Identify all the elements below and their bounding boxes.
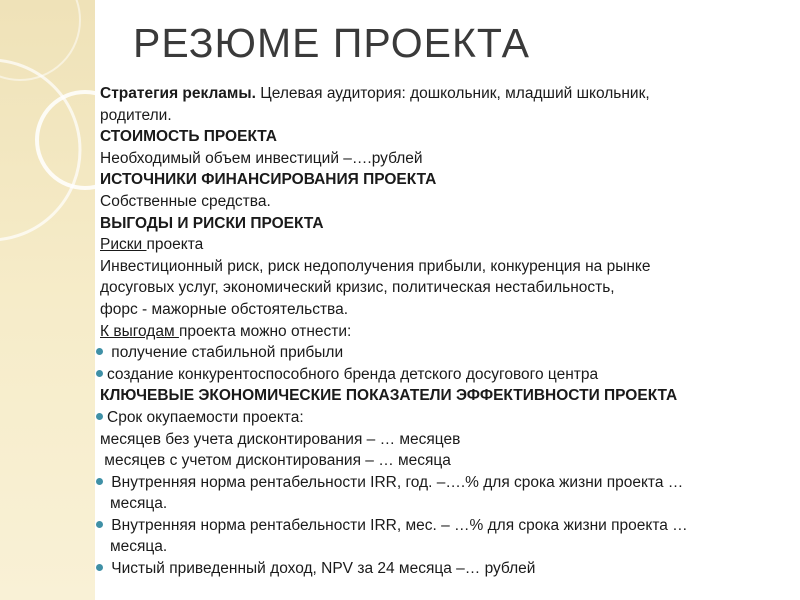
risks-rest: проекта: [146, 236, 204, 254]
cost-heading: СТОИМОСТЬ ПРОЕКТА: [100, 128, 277, 146]
risks-line-3: форс - мажорные обстоятельства.: [100, 300, 349, 318]
risks-line: [100, 234, 790, 256]
list-item: [96, 515, 790, 537]
list-item-text: Внутренняя норма рентабельности IRR, мес. – …% для срока жизни проекта …: [107, 516, 688, 534]
bullet-icon: [96, 413, 103, 420]
list-item-text: Чистый приведенный доход, NPV за 24 месяца –… рублей: [107, 560, 536, 578]
bullet-icon: [96, 478, 103, 485]
cost-text: Необходимый объем инвестиций –….рублей: [100, 149, 423, 167]
list-item: [96, 407, 790, 429]
sources-heading: ИСТОЧНИКИ ФИНАНСИРОВАНИЯ ПРОЕКТА: [100, 171, 437, 189]
strategy-text-2: родители.: [100, 106, 172, 124]
benefits-risks-heading: ВЫГОДЫ И РИСКИ ПРОЕКТА: [100, 214, 324, 232]
bullet-icon: [96, 348, 103, 355]
strategy-label: Стратегия рекламы.: [100, 85, 256, 102]
risks-line-2: досуговых услуг, экономический кризис, политическая нестабильность,: [100, 279, 615, 297]
bullet-icon: [96, 564, 103, 571]
decorative-circle-top: [0, 0, 80, 80]
list-item: [96, 364, 790, 386]
benefits-rest: проекта можно отнести:: [178, 322, 352, 340]
decorative-sidebar: [0, 0, 95, 600]
list-item: [96, 472, 790, 494]
strategy-line: [100, 83, 790, 105]
decorative-circles: [0, 0, 95, 600]
bullet-icon: [96, 370, 103, 377]
list-item-text: Внутренняя норма рентабельности IRR, год. –….% для срока жизни проекта …: [107, 473, 684, 491]
irr-year-line-2: месяца.: [110, 495, 168, 513]
bullet-icon: [96, 521, 103, 528]
strategy-text: Целевая аудитория: дошкольник, младший школьник,: [255, 85, 650, 102]
list-item-text: Срок окупаемости проекта:: [107, 408, 304, 426]
list-item: [96, 342, 790, 364]
list-item-text: получение стабильной прибыли: [107, 344, 344, 362]
irr-month-line-2: месяца.: [110, 538, 168, 556]
indicators-heading: КЛЮЧЕВЫЕ ЭКОНОМИЧЕСКИЕ ПОКАЗАТЕЛИ ЭФФЕКТИВНОСТИ ПРОЕКТА: [100, 387, 678, 405]
payback-line-1: месяцев без учета дисконтирования – … месяцев: [100, 430, 461, 448]
risks-label: Риски: [100, 236, 147, 254]
list-item-text: создание конкурентоспособного бренда детского досугового центра: [107, 365, 599, 383]
sources-text: Собственные средства.: [100, 192, 271, 210]
benefits-line: [100, 321, 790, 343]
payback-line-2: месяцев с учетом дисконтирования – … месяца: [100, 452, 451, 470]
risks-line-1: Инвестиционный риск, риск недополучения прибыли, конкуренция на рынке: [100, 257, 651, 275]
slide-content: [100, 83, 790, 580]
benefits-label: К выгодам: [100, 322, 179, 340]
list-item: [96, 558, 790, 580]
page-title: РЕЗЮМЕ ПРОЕКТА: [133, 20, 530, 66]
decorative-circle-small: [37, 92, 95, 188]
